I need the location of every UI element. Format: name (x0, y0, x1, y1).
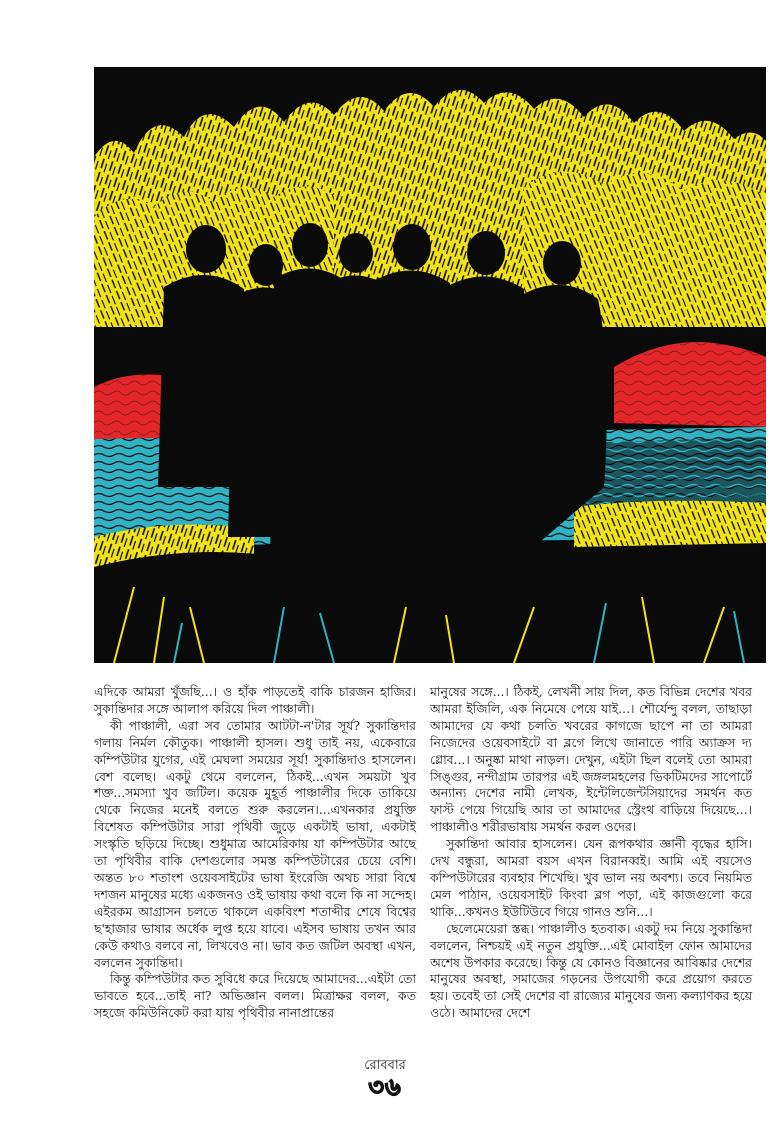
article-paragraph: ছেলেমেয়েরা স্তব্ধ। পাঞ্চালীও হতবাক। একটু দম নিয়ে সুকান্তিদা বললেন, নিশ্চয়ই এই নতুন প্রযুক্তি...এই মোবাইল ফোন আমাদের অশেষ উপকার করেছে। কিন্তু যে কোনও বিজ্ঞানের আবিষ্কার দেশের মানুষের অবস্থা, সমাজের গড়নের উপযোগী করে প্রয়োগ করতে হয়। তবেই তা সেই দেশের বা রাজ্যের মানুষের জন্য কল্যাণকর হয়ে ওঠে। আমাদের দেশে (430, 920, 752, 1021)
page-footer (0, 1058, 770, 1100)
article-paragraph: সুকান্তিদা আবার হাসলেন। যেন রূপকথার জ্ঞানী বৃদ্ধের হাসি। দেখ বন্ধুরা, আমরা বয়স এখন বিরানব্বই। আমি এই বয়সেও কম্পিউটারের ব্যবহার শিখেছি। খুব ভাল নয় অবশ্য। তবে নিয়মিত মেল পাঠান, ওয়েবসাইট কিংবা ব্লগ পড়া, এই কাজগুলো করে থাকি...কখনও ইউটিউবে গিয়ে গানও শুনি...। (430, 836, 752, 919)
article-column-right (430, 684, 752, 1022)
page-number: ৩৬ (368, 1072, 402, 1101)
article-paragraph: মানুষের সঙ্গে...। ঠিকই, লেখনী সায় দিল, কত বিভিন্ন দেশের খবর আমরা ইজিলি, এক নিমেষে পেয়ে যাই...। শৌর্যেন্দু বলল, তাছাড়া আমাদের যে কথা চলতি খবরের কাগজে ছাপে না তা আমরা নিজেদের ওয়েবসাইটে বা ব্লগে লিখে জানাতে পারি অ্যাক্রস দ্য গ্লোব...। অনুষ্কা মাথা নাড়ল। দেখুন, এইটা ছিল বলেই তো আমরা সিঙ্গুর, নন্দীগ্রাম তারপর এই জঙ্গলমহলের ভিকটিমদের সাপোর্টে অন্যান্য দেশের নামী লেখক, ইন্টেলিজেন্টসিয়াদের সমর্থন কত ফাস্ট পেয়ে গিয়েছি আর তা আমাদের স্ট্রেংথ বাড়িয়ে দিয়েছে...। পাঞ্চালীও শরীরভাষায় সমর্থন করল ওদের। (430, 684, 752, 835)
silhouettes-illustration (94, 67, 766, 663)
illustration-svg (94, 67, 766, 663)
magazine-masthead: রোববার (364, 1058, 406, 1073)
article-column-left (94, 684, 416, 1022)
article-paragraph: কী পাঞ্চালী, এরা সব তোমার আটটা-ন'টার সূর্য? সুকান্তিদার গলায় নির্মল কৌতুক। পাঞ্চালী হাসল। শুধু তাই নয়, একেবারে কম্পিউটার যুগের, এই মেঘলা সময়ের সূর্য! সুকান্তিদাও হাসলেন। বেশ বলেছ। একটু থেমে বললেন, ঠিকই...এখন সময়টা খুব শক্ত...সমস্যা খুব জটিল। কয়েক মুহূর্ত পাঞ্চালীর দিকে তাকিয়ে থেকে নিজের মনেই বলতে শুরু করলেন।...এখনকার প্রযুক্তি বিশেষত কম্পিউটার সারা পৃথিবী জুড়ে একটাই ভাষা, একটাই সংস্কৃতি ছড়িয়ে দিচ্ছে। শুধুমাত্র আমেরিকায় যা কম্পিউটার আছে তা পৃথিবীর বাকি দেশগুলোর সমস্ত কম্পিউটারের চেয়ে বেশি। অন্তত ৮০ শতাংশ ওয়েবসাইটের ভাষা ইংরেজি অথচ সারা বিশ্বে দশজন মানুষের মধ্যে একজনও ওই ভাষায় কথা বলে কি না সন্দেহ। এইরকম আগ্রাসন চলতে থাকলে একবিংশ শতাব্দীর শেষে বিশ্বের ছ'হাজার ভাষার অর্ধেক লুপ্ত হয়ে যাবে। এইসব ভাষায় তখন আর কেউ কথাও বলবে না, লিখবেও না। ভাব কত জটিল অবস্থা এখন, বললেন সুকান্তিদা। (94, 717, 416, 970)
article-paragraph: এদিকে আমরা খুঁজছি...। ও হাঁক পাড়তেই বাকি চারজন হাজির। সুকান্তিদার সঙ্গে আলাপ করিয়ে দিল পাঞ্চালী। (94, 684, 416, 716)
article-paragraph: কিন্তু কম্পিউটার কত সুবিধে করে দিয়েছে আমাদের...এইটা তো ভাবতে হবে...তাই না? অভিজ্ঞান বলল। মিত্রাক্ষর বলল, কত সহজে কমিউনিকেট করা যায় পৃথিবীর নানাপ্রান্তের (94, 971, 416, 1021)
